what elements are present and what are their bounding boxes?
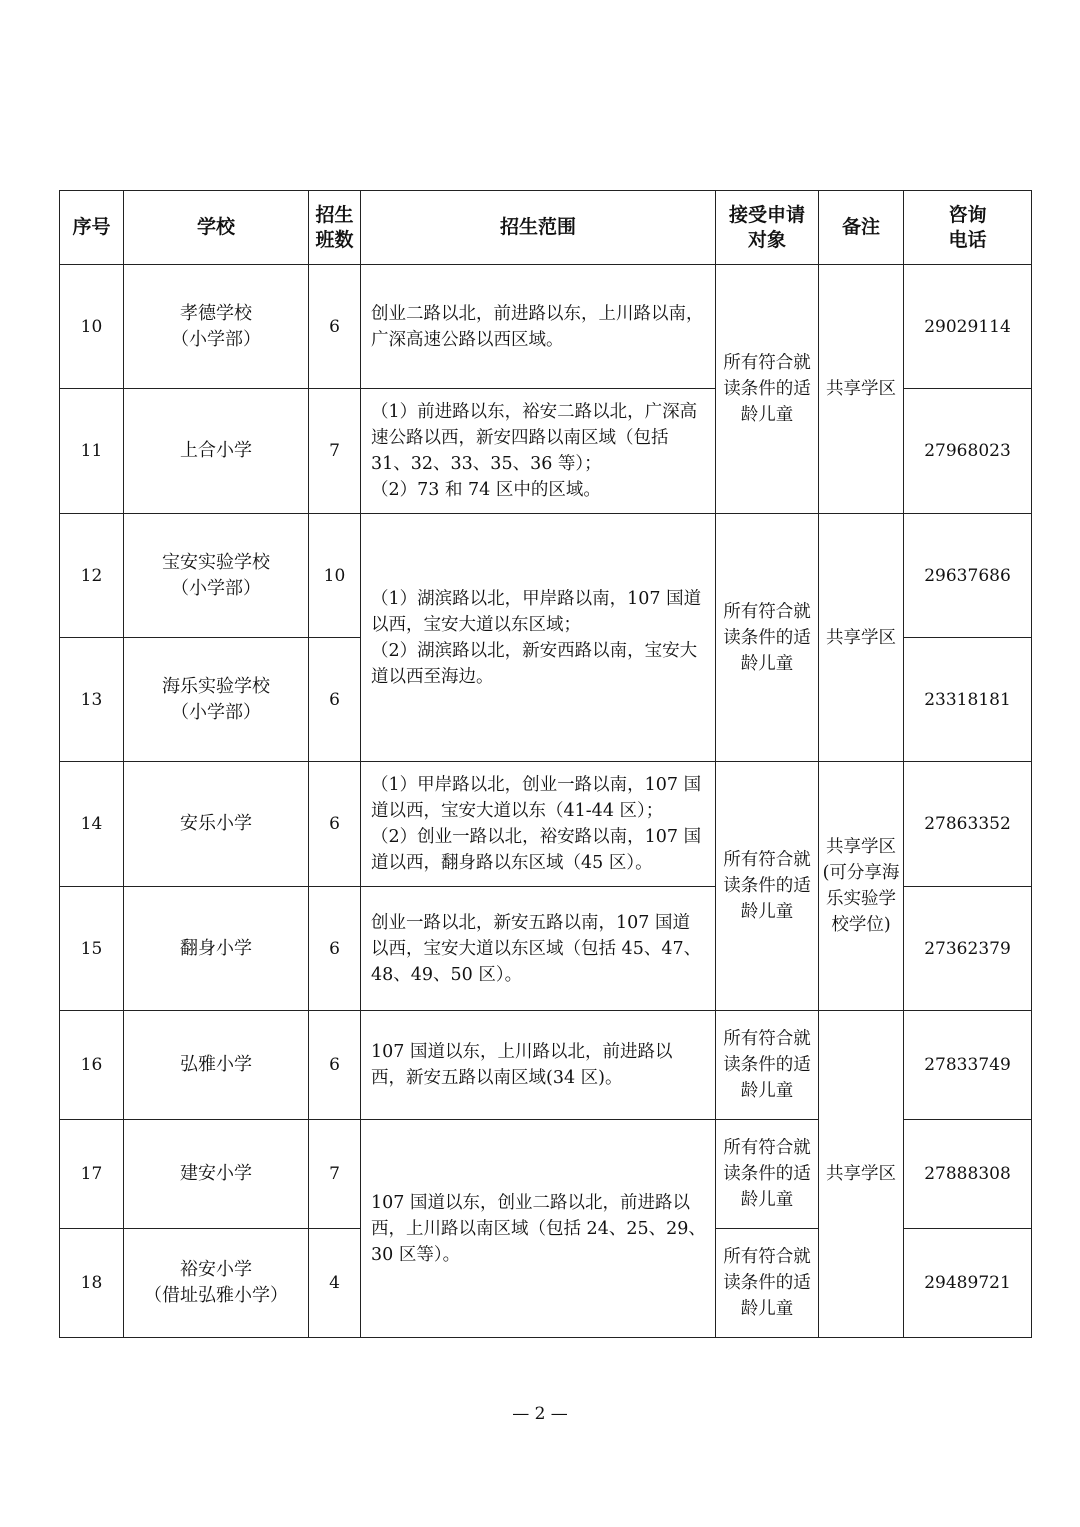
row-scope: 107 国道以东，上川路以北，前进路以西，新安五路以南区域(34 区)。: [361, 1011, 716, 1120]
row-classes: 6: [309, 638, 361, 762]
header-note: 备注: [819, 191, 904, 265]
row-classes: 6: [309, 887, 361, 1011]
table-row: [60, 514, 1032, 638]
row-school: 海乐实验学校 （小学部）: [124, 638, 309, 762]
row-phone: 27968023: [904, 389, 1032, 514]
row-classes: 7: [309, 389, 361, 514]
row-note: 共享学区: [819, 265, 904, 514]
row-classes: 6: [309, 1011, 361, 1120]
row-target: 所有符合就读条件的适龄儿童: [716, 1229, 819, 1338]
header-target: 接受申请 对象: [716, 191, 819, 265]
row-seq: 10: [60, 265, 124, 389]
row-classes: 10: [309, 514, 361, 638]
row-seq: 11: [60, 389, 124, 514]
row-seq: 16: [60, 1011, 124, 1120]
row-classes: 6: [309, 265, 361, 389]
row-phone: 29029114: [904, 265, 1032, 389]
header-seq: 序号: [60, 191, 124, 265]
row-school: 建安小学: [124, 1120, 309, 1229]
row-school: 裕安小学 （借址弘雅小学）: [124, 1229, 309, 1338]
row-target: 所有符合就读条件的适龄儿童: [716, 1011, 819, 1120]
row-seq: 13: [60, 638, 124, 762]
row-seq: 17: [60, 1120, 124, 1229]
row-target: 所有符合就读条件的适龄儿童: [716, 762, 819, 1011]
page-number: — 2 —: [512, 1404, 568, 1424]
row-target: 所有符合就读条件的适龄儿童: [716, 514, 819, 762]
row-scope: 创业二路以北，前进路以东，上川路以南，广深高速公路以西区域。: [361, 265, 716, 389]
header-row: [60, 191, 1032, 265]
row-note: 共享学区(可分享海乐实验学校学位): [819, 762, 904, 1011]
row-scope: （1）前进路以东，裕安二路以北，广深高速公路以西，新安四路以南区域（包括 31、32、33、35、36 等）； （2）73 和 74 区中的区域。: [361, 389, 716, 514]
row-school: 孝德学校 （小学部）: [124, 265, 309, 389]
header-school: 学校: [124, 191, 309, 265]
row-phone: 29637686: [904, 514, 1032, 638]
row-school: 宝安实验学校 （小学部）: [124, 514, 309, 638]
row-seq: 18: [60, 1229, 124, 1338]
table-row: [60, 1011, 1032, 1120]
row-school: 上合小学: [124, 389, 309, 514]
row-phone: 27833749: [904, 1011, 1032, 1120]
row-school: 安乐小学: [124, 762, 309, 887]
header-scope: 招生范围: [361, 191, 716, 265]
header-classes: 招生 班数: [309, 191, 361, 265]
row-phone: 27863352: [904, 762, 1032, 887]
row-school: 翻身小学: [124, 887, 309, 1011]
row-seq: 12: [60, 514, 124, 638]
row-phone: 23318181: [904, 638, 1032, 762]
row-note: 共享学区: [819, 514, 904, 762]
row-classes: 7: [309, 1120, 361, 1229]
row-seq: 15: [60, 887, 124, 1011]
row-classes: 4: [309, 1229, 361, 1338]
row-target: 所有符合就读条件的适龄儿童: [716, 1120, 819, 1229]
row-note: 共享学区: [819, 1011, 904, 1338]
enrollment-table: [59, 190, 1032, 1338]
row-school: 弘雅小学: [124, 1011, 309, 1120]
row-phone: 27888308: [904, 1120, 1032, 1229]
header-phone: 咨询 电话: [904, 191, 1032, 265]
row-phone: 29489721: [904, 1229, 1032, 1338]
row-classes: 6: [309, 762, 361, 887]
table-row: [60, 762, 1032, 887]
row-seq: 14: [60, 762, 124, 887]
row-target: 所有符合就读条件的适龄儿童: [716, 265, 819, 514]
row-phone: 27362379: [904, 887, 1032, 1011]
row-scope: 创业一路以北，新安五路以南，107 国道以西，宝安大道以东区域（包括 45、47、48、49、50 区）。: [361, 887, 716, 1011]
row-scope: （1）甲岸路以北，创业一路以南，107 国道以西，宝安大道以东（41-44 区）； （2）创业一路以北，裕安路以南，107 国道以西，翻身路以东区域（45 区）。: [361, 762, 716, 887]
row-scope: 107 国道以东，创业二路以北，前进路以西，上川路以南区域（包括 24、25、29、30 区等）。: [361, 1120, 716, 1338]
table-row: [60, 265, 1032, 389]
row-scope: （1）湖滨路以北，甲岸路以南，107 国道以西，宝安大道以东区域； （2）湖滨路以北，新安西路以南，宝安大道以西至海边。: [361, 514, 716, 762]
